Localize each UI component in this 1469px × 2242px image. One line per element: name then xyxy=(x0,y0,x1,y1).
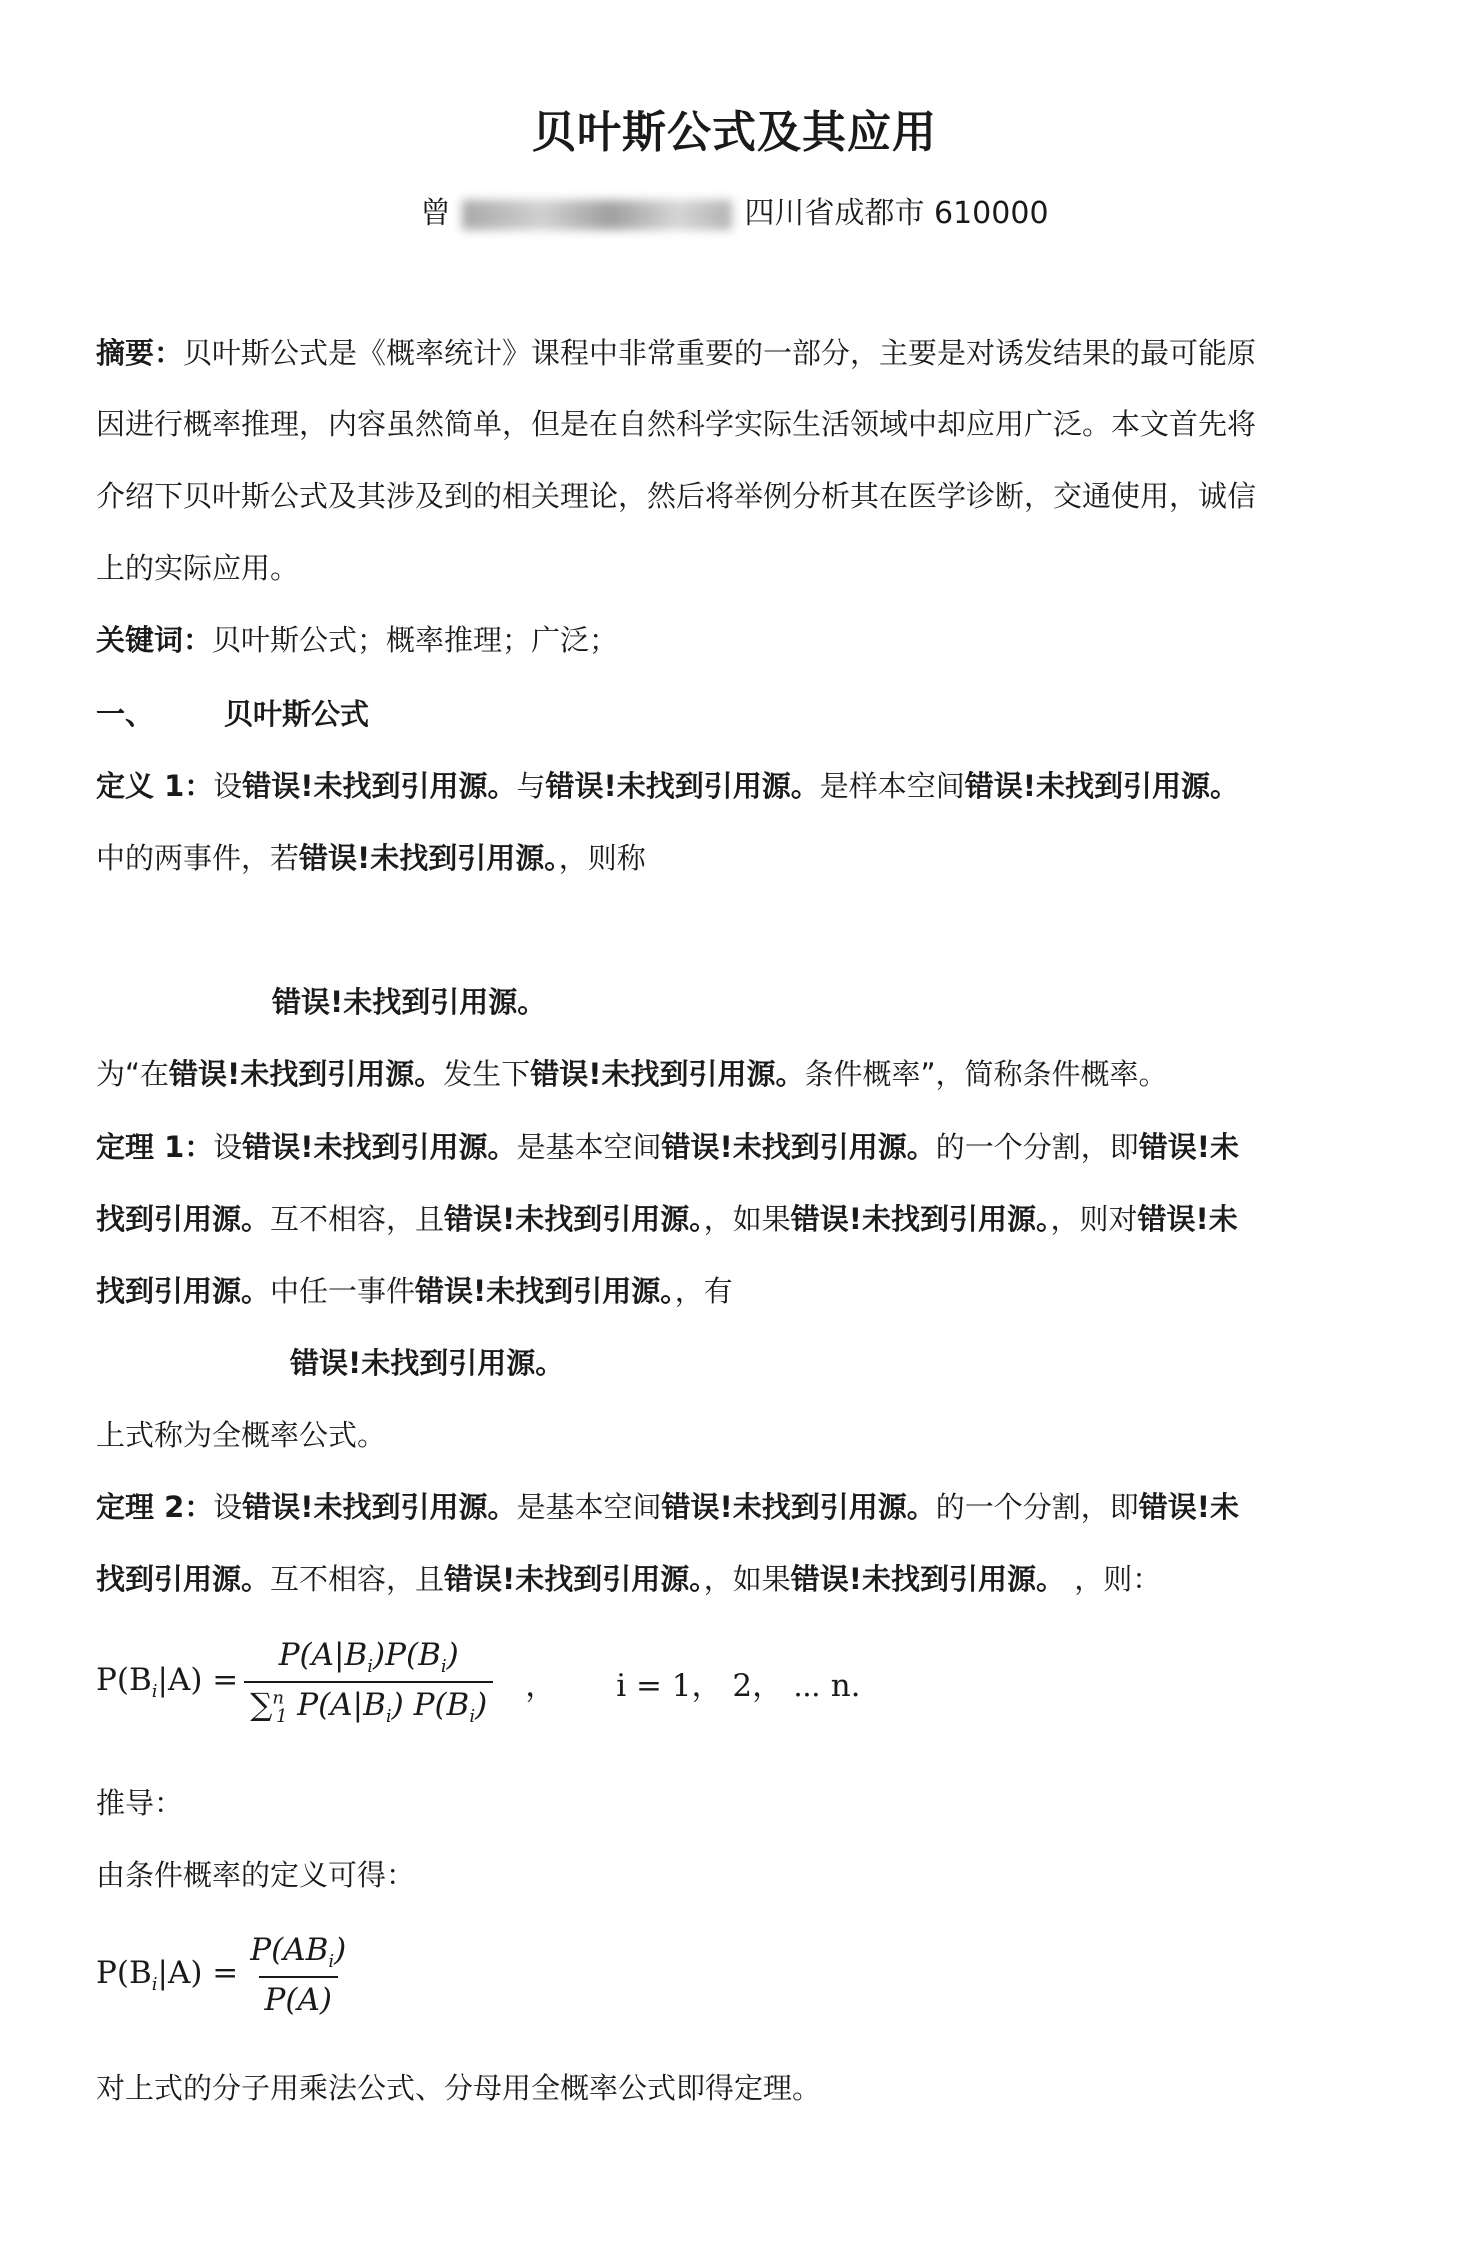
keywords-label: 关键词： xyxy=(96,623,213,657)
ref-error: 错误!未找到引用源。 xyxy=(444,1202,704,1236)
conclusion-text: 对上式的分子用乘法公式、分母用全概率公式即得定理。 xyxy=(96,2071,822,2105)
sum-symbol: ∑ xyxy=(250,1687,273,1724)
formula-index-range: i = 1， 2， ⋯ n. xyxy=(616,1667,861,1704)
text: ) xyxy=(334,1932,347,1968)
theorem-1-line-2 xyxy=(96,1199,1386,1239)
text: |A) = xyxy=(157,1955,239,1991)
subscript: i xyxy=(367,1656,374,1678)
ref-error: 找到引用源。 xyxy=(96,1562,271,1596)
subscript: i xyxy=(440,1656,447,1678)
text: 设 xyxy=(213,769,243,803)
ref-error: 错误!未找到引用源。 xyxy=(242,1490,517,1524)
theorem-1-line-3 xyxy=(96,1271,1386,1311)
theorem-label: 定理 1： xyxy=(96,1130,214,1164)
text: ) xyxy=(475,1687,488,1724)
bayes-formula xyxy=(96,1637,861,1727)
ref-error: 错误!未 xyxy=(1137,1202,1238,1236)
definition-label: 定义 1： xyxy=(96,769,214,803)
subscript: i xyxy=(151,1681,158,1703)
text: ，则称 xyxy=(558,841,646,875)
text: 的一个分割，即 xyxy=(935,1490,1139,1524)
formula-lhs xyxy=(96,1955,238,1995)
keywords-text: 贝叶斯公式；概率推理；广泛； xyxy=(212,623,619,657)
subscript: i xyxy=(469,1706,476,1728)
ref-error: 错误!未找到引用源。 xyxy=(790,1562,1066,1596)
text: ，则对 xyxy=(1050,1202,1138,1236)
text: 设 xyxy=(213,1490,243,1524)
formula-numerator xyxy=(273,1637,465,1681)
text: ) P(B xyxy=(391,1687,470,1724)
paper-title: 贝叶斯公式及其应用 xyxy=(532,107,937,158)
ref-error: 错误!未找到引用源。 xyxy=(964,769,1240,803)
author-location: 四川省成都市 610000 xyxy=(744,196,1049,231)
section-number: 一、 xyxy=(96,697,155,731)
subscript: i xyxy=(328,1951,335,1973)
text: 是样本空间 xyxy=(819,769,965,803)
ref-error: 错误!未找到引用源。 xyxy=(530,1057,805,1091)
text: 是基本空间 xyxy=(516,1130,662,1164)
author-line xyxy=(0,188,1469,232)
ref-error: 错误!未 xyxy=(1138,1130,1240,1164)
text: 中任一事件 xyxy=(270,1274,416,1308)
text: P(B xyxy=(96,1662,152,1699)
text: 是基本空间 xyxy=(516,1490,662,1524)
formula-denominator: P(A) xyxy=(259,1976,338,2018)
conditional-probability-formula xyxy=(96,1932,358,2018)
abstract-label: 摘要： xyxy=(96,336,184,370)
text: 互不相容，且 xyxy=(270,1562,445,1596)
abstract-line-4: 上的实际应用。 xyxy=(96,551,300,585)
text: 中的两事件，若 xyxy=(96,841,300,875)
definition-1-line-3 xyxy=(96,1054,1386,1094)
text: 条件概率”，简称条件概率。 xyxy=(804,1057,1168,1091)
subscript: i xyxy=(151,1974,158,1996)
abstract-line-3: 介绍下贝叶斯公式及其涉及到的相关理论，然后将举例分析其在医学诊断，交通使用，诚信 xyxy=(96,479,1257,513)
ref-error: 找到引用源。 xyxy=(96,1274,271,1308)
formula-numerator xyxy=(244,1932,352,1976)
total-probability-note: 上式称为全概率公式。 xyxy=(96,1418,387,1452)
abstract-line-2: 因进行概率推理，内容虽然简单，但是在自然科学实际生活领域中却应用广泛。本文首先将 xyxy=(96,407,1257,441)
theorem-label: 定理 2： xyxy=(96,1490,214,1524)
text: ，如果 xyxy=(703,1562,791,1596)
superscript: n xyxy=(272,1687,284,1709)
formula-fraction xyxy=(244,1637,493,1727)
ref-error: 错误!未找到引用源。 xyxy=(415,1274,675,1308)
text: 的一个分割，即 xyxy=(935,1130,1139,1164)
formula-comma: ， xyxy=(525,1667,557,1704)
ref-error: 错误!未找到引用源。 xyxy=(444,1562,704,1596)
formula-denominator xyxy=(244,1681,493,1727)
ref-error: 错误!未找到引用源。 xyxy=(242,769,517,803)
text: 互不相容，且 xyxy=(270,1202,445,1236)
section-title: 贝叶斯公式 xyxy=(224,697,370,731)
theorem-2-line-1 xyxy=(96,1487,1386,1527)
ref-error: 错误!未找到引用源。 xyxy=(242,1130,517,1164)
formula-fraction xyxy=(244,1932,352,2018)
text: 与 xyxy=(516,769,546,803)
text: )P(B xyxy=(373,1637,441,1673)
subscript: 1 xyxy=(276,1706,288,1728)
definition-1-line-2 xyxy=(96,838,1386,878)
ref-error: 错误!未找到引用源。 xyxy=(661,1490,936,1524)
text: |A) = xyxy=(157,1662,239,1699)
ref-error: 错误!未找到引用源。 xyxy=(299,841,559,875)
subscript: i xyxy=(385,1706,392,1728)
text: ，有 xyxy=(674,1274,733,1308)
ref-error: 错误!未 xyxy=(1138,1490,1240,1524)
text: 设 xyxy=(213,1130,243,1164)
definition-1-formula-error: 错误!未找到引用源。 xyxy=(272,985,547,1019)
ref-error: 找到引用源。 xyxy=(96,1202,271,1236)
abstract-text: 贝叶斯公式是《概率统计》课程中非常重要的一部分，主要是对诱发结果的最可能原 xyxy=(183,336,1257,370)
text: ) xyxy=(446,1637,459,1673)
text: 发生下 xyxy=(443,1057,531,1091)
ref-error: 错误!未找到引用源。 xyxy=(790,1202,1051,1236)
text: 为“在 xyxy=(96,1057,170,1091)
text: P(AB xyxy=(250,1932,329,1968)
redacted-author-info xyxy=(462,200,732,230)
text: ，如果 xyxy=(703,1202,791,1236)
ref-error: 错误!未找到引用源。 xyxy=(169,1057,444,1091)
derivation-text: 由条件概率的定义可得： xyxy=(96,1858,416,1892)
text: P(B xyxy=(96,1955,152,1991)
theorem-1-formula-error: 错误!未找到引用源。 xyxy=(290,1346,565,1380)
theorem-2-line-2 xyxy=(96,1559,1386,1599)
abstract-line-1 xyxy=(96,333,1386,373)
text: ，则： xyxy=(1065,1562,1162,1596)
theorem-1-line-1 xyxy=(96,1127,1386,1167)
section-heading xyxy=(96,694,1386,734)
ref-error: 错误!未找到引用源。 xyxy=(661,1130,936,1164)
keywords-line xyxy=(96,620,1386,660)
text: P(A|B xyxy=(287,1687,386,1724)
derivation-label: 推导： xyxy=(96,1786,184,1820)
author-name: 曾 xyxy=(420,196,451,231)
formula-lhs xyxy=(96,1662,238,1702)
definition-1-line-1 xyxy=(96,766,1386,806)
text: P(A|B xyxy=(278,1637,368,1673)
ref-error: 错误!未找到引用源。 xyxy=(545,769,820,803)
